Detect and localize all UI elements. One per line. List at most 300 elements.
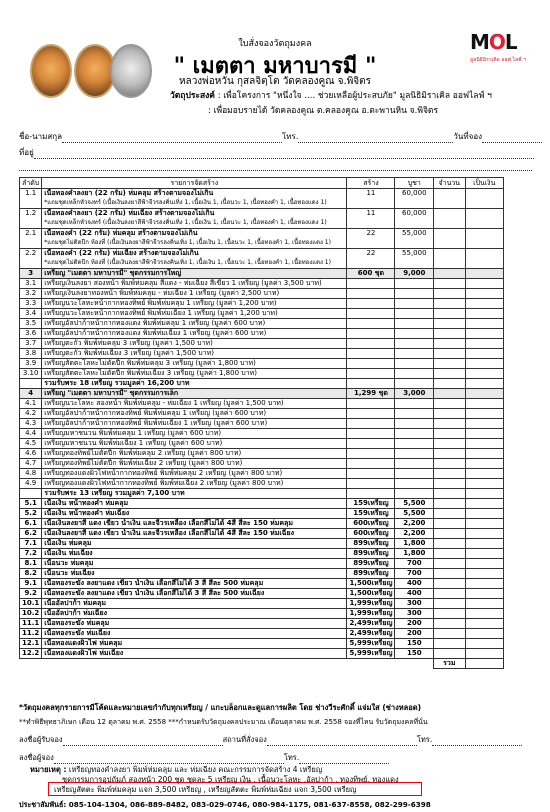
row-qty	[347, 439, 395, 449]
row-price: 150	[395, 649, 434, 659]
row-amount-input[interactable]	[434, 549, 465, 559]
main-title: " เมตตา มหาบารมี "	[173, 53, 377, 79]
row-qty	[347, 479, 395, 489]
row-no: 10.1	[20, 599, 42, 609]
row-total-input[interactable]	[465, 599, 504, 609]
row-total-input[interactable]	[465, 539, 504, 549]
row-item-title: เนื้อทองคำ (22 กรัม) ห่มเฉียง สร้างตามจองไม่เกิน	[44, 249, 199, 257]
table-row	[20, 469, 504, 479]
row-amount-input[interactable]	[434, 229, 465, 249]
receiver-field[interactable]	[19, 734, 522, 746]
table-row	[20, 519, 504, 529]
row-amount-input[interactable]	[434, 589, 465, 599]
row-total-input[interactable]	[465, 299, 504, 309]
table-row	[20, 509, 504, 519]
row-item-name: รวมรับพระ 13 เหรียญ รวมมูลค่า 7,100 บาท	[42, 489, 347, 499]
row-no: 4.8	[20, 469, 42, 479]
row-qty	[347, 419, 395, 429]
row-item-name: เนื้ออัลปาก้า ห่มเฉียง	[42, 609, 347, 619]
row-no: 10.2	[20, 609, 42, 619]
row-item-note: *แถมชุดไม่ติดปีก ห้องที่ (เนื้อเงินลงยาสีฟ้าจีวรลงคิ่นเทิ่ง 1, เนื้อเงิน 1, เนื้อนวะ 1, เนื้อทองคำ 1, เนื้อทองแดง 1)	[44, 239, 331, 246]
row-amount-input[interactable]	[434, 349, 465, 359]
row-price: 2,200	[395, 529, 434, 539]
row-total-input[interactable]	[465, 409, 504, 419]
row-total-input[interactable]	[465, 559, 504, 569]
table-row	[20, 279, 504, 289]
row-no: 8.1	[20, 559, 42, 569]
row-qty: 5,999เหรียญ	[347, 649, 395, 659]
address-field[interactable]	[19, 146, 534, 159]
row-qty: 11	[347, 209, 395, 229]
remark-3: เหรียญสัตตะ พิมพ์ห่มคลุม แจก 3,500 เหรียญ , เหรียญสัตตะ พิมพ์ห่มเฉียง แจก 3,500 เหรียญ	[54, 785, 357, 794]
row-price: 1,800	[395, 549, 434, 559]
order-table	[19, 177, 504, 669]
row-qty: 22	[347, 229, 395, 249]
col-header-qty: สร้าง	[347, 178, 395, 189]
row-amount-input[interactable]	[434, 189, 465, 209]
monk-name: หลวงพ่อหวั่น กุสลจิตฺโต วัดคลองคูณ จ.พิจิตร	[178, 76, 372, 87]
row-amount-input[interactable]	[434, 609, 465, 619]
row-price	[395, 459, 434, 469]
table-row	[20, 329, 504, 339]
row-price	[395, 349, 434, 359]
row-total-input[interactable]	[465, 189, 504, 209]
row-total-input[interactable]	[465, 319, 504, 329]
row-item-name: เหรียญอัลปาก้าหน้ากากทองแดง พิมพ์ห่มคลุม 1 เหรียญ (มูลค่า 600 บาท)	[42, 319, 347, 329]
row-no: 3.4	[20, 309, 42, 319]
table-row	[20, 249, 504, 269]
table-row	[20, 399, 504, 409]
row-no: 8.2	[20, 569, 42, 579]
row-price: 150	[395, 639, 434, 649]
table-body	[20, 189, 504, 659]
row-no: 4.2	[20, 409, 42, 419]
row-qty	[347, 469, 395, 479]
row-amount-input[interactable]	[434, 519, 465, 529]
row-no: 4.3	[20, 419, 42, 429]
table-row	[20, 599, 504, 609]
row-qty: 1,999เหรียญ	[347, 609, 395, 619]
row-no: 3.6	[20, 329, 42, 339]
address-label: ที่อยู่	[19, 148, 34, 157]
row-item-note: *แถมชุดเหล็กหัวจงทร์ (เนื้อเงินลงยาสีฟ้าจีวรลงคิ่นเทิ่ง 1, เนื้อเงิน 1, เนื้อนวะ 1, เนื้อทองคำ 1, เนื้อทองแดง 1)	[44, 219, 327, 226]
row-qty	[347, 429, 395, 439]
table-row	[20, 559, 504, 569]
table-row	[20, 579, 504, 589]
row-item-name: เนื้อเงิน หน้าทองคำ ห่มเฉียง	[42, 509, 347, 519]
row-item-name: รวมรับพระ 18 เหรียญ รวมมูลค่า 16,200 บาท	[42, 379, 347, 389]
objective-1: : เพื่อโครงการ "หนึ่งใจ .... ช่วยเหลือผู้ประสบภัย" มูลนิธิมิราเคิล ออฟไลฟ์ ฯ	[217, 91, 492, 101]
row-amount-input[interactable]	[434, 639, 465, 649]
row-amount-input[interactable]	[434, 469, 465, 479]
row-item-name: เหรียญทองทิพย์ไม่ตัดปีก พิมพ์ห่มคลุม 2 เหรียญ (มูลค่า 800 บาท)	[42, 449, 347, 459]
row-item-name: เหรียญทองแดงผิวไฟหน้ากากทองทิพย์ พิมพ์ห่มคลุม 2 เหรียญ (มูลค่า 800 บาท)	[42, 469, 347, 479]
row-qty: 600เหรียญ	[347, 529, 395, 539]
row-item-name: เหรียญอัลปาก้าหน้ากากทองทิพย์ พิมพ์ห่มเฉียง 1 เหรียญ (มูลค่า 600 บาท)	[42, 419, 347, 429]
row-item-name: เหรียญนวะโลหะหน้ากากทองทิพย์ พิมพ์ห่มเฉียง 1 เหรียญ (มูลค่า 1,200 บาท)	[42, 309, 347, 319]
receiver-tel-label: โทร.	[416, 735, 433, 744]
row-amount-input[interactable]	[434, 629, 465, 639]
row-amount-input[interactable]	[434, 599, 465, 609]
row-qty: 159เหรียญ	[347, 509, 395, 519]
row-total-input[interactable]	[465, 339, 504, 349]
row-total-input[interactable]	[465, 639, 504, 649]
row-price	[395, 439, 434, 449]
row-qty: 600เหรียญ	[347, 519, 395, 529]
row-no: 6.1	[20, 519, 42, 529]
row-item-note: *แถมชุดไม่ติดปีก ห้องที่ (เนื้อเงินลงยาสีฟ้าจีวรลงคิ่นเทิ่ง 1, เนื้อเงิน 1, เนื้อนวะ 1, เนื้อทองคำ 1, เนื้อทองแดง 1)	[44, 259, 331, 266]
row-no: 4.7	[20, 459, 42, 469]
row-item-title: เนื้อทองคำลงยา (22 กรัม) ห่มคลุม สร้างตามจองไม่เกิน	[44, 189, 214, 197]
booker-field[interactable]	[19, 752, 389, 764]
row-total-input[interactable]	[465, 229, 504, 249]
row-qty	[347, 289, 395, 299]
total-amount-cell[interactable]	[465, 659, 504, 669]
table-row	[20, 569, 504, 579]
row-amount-input[interactable]	[434, 529, 465, 539]
row-price: 300	[395, 599, 434, 609]
row-price	[395, 319, 434, 329]
row-total-input[interactable]	[465, 389, 504, 399]
row-amount-input[interactable]	[434, 569, 465, 579]
row-amount-input[interactable]	[434, 499, 465, 509]
table-row	[20, 609, 504, 619]
row-price	[395, 289, 434, 299]
row-total-input[interactable]	[465, 329, 504, 339]
row-no: 12.1	[20, 639, 42, 649]
receiver-label: ลงชื่อผู้รับจอง	[19, 735, 63, 744]
table-row	[20, 229, 504, 249]
row-item-name: เนื้อเงิน หน้าทองคำ ห่มคลุม	[42, 499, 347, 509]
table-header-row	[20, 178, 504, 189]
row-total-input[interactable]	[465, 419, 504, 429]
row-item-name: เนื้อทองระฆัง ห่มคลุม	[42, 619, 347, 629]
row-item-name: เหรียญนวะโลหะหน้ากากทองทิพย์ พิมพ์ห่มคลุม 1 เหรียญ (มูลค่า 1,200 บาท)	[42, 299, 347, 309]
row-amount-input[interactable]	[434, 339, 465, 349]
table-row	[20, 289, 504, 299]
row-item-name	[42, 229, 347, 249]
table-row	[20, 539, 504, 549]
row-item-name: เหรียญนวะโลหะ สองหน้า พิมพ์ห่มคลุม - ห่มเฉียง 1 เหรียญ (มูลค่า 1,500 บาท)	[42, 399, 347, 409]
table-row	[20, 629, 504, 639]
row-item-name: เนื้อทองแดงผิวไฟ ห่มเฉียง	[42, 649, 347, 659]
row-amount-input[interactable]	[434, 359, 465, 369]
row-no: 9.1	[20, 579, 42, 589]
row-amount-input[interactable]	[434, 429, 465, 439]
row-price	[395, 399, 434, 409]
booker-label: ลงชื่อผู้จอง	[19, 753, 54, 762]
row-total-input[interactable]	[465, 489, 504, 499]
row-price	[395, 419, 434, 429]
row-price: 55,000	[395, 249, 434, 269]
table-total-row	[20, 659, 504, 669]
form-title: ใบสั่งจองวัตถุมงคล	[238, 39, 312, 49]
row-amount-input[interactable]	[434, 209, 465, 229]
table-row	[20, 319, 504, 329]
row-price	[395, 299, 434, 309]
row-total-input[interactable]	[465, 449, 504, 459]
row-qty: 899เหรียญ	[347, 569, 395, 579]
row-item-name: เหรียญเงินลงยาทองหน้า พิมพ์ห่มคลุม - ห่มเฉียง 1 เหรียญ (มูลค่า 2,500 บาท)	[42, 289, 347, 299]
row-total-input[interactable]	[465, 399, 504, 409]
row-amount-input[interactable]	[434, 279, 465, 289]
row-qty	[347, 279, 395, 289]
row-qty: 1,500เหรียญ	[347, 579, 395, 589]
row-amount-input[interactable]	[434, 319, 465, 329]
row-price: 5,500	[395, 499, 434, 509]
row-total-input[interactable]	[465, 569, 504, 579]
row-amount-input[interactable]	[434, 449, 465, 459]
row-total-input[interactable]	[465, 549, 504, 559]
row-qty	[347, 339, 395, 349]
row-price: 60,000	[395, 189, 434, 209]
row-total-input[interactable]	[465, 649, 504, 659]
name-field[interactable]	[19, 130, 542, 143]
row-amount-input[interactable]	[434, 399, 465, 409]
row-qty	[347, 379, 395, 389]
row-item-title: เนื้อทองคำ (22 กรัม) ห่มคลุม สร้างตามจองไม่เกิน	[44, 229, 198, 237]
row-total-input[interactable]	[465, 209, 504, 229]
col-header-no: ลำดับ	[20, 178, 42, 189]
table-row	[20, 389, 504, 399]
table-row	[20, 449, 504, 459]
row-total-input[interactable]	[465, 629, 504, 639]
row-item-name: เนื้อเงินลงยาสี แดง เขียว น้ำเงิน และจีวรเหลือง เลือกสีไม่ได้ 4สี สีละ 150 ห่มเฉียง	[42, 529, 347, 539]
row-price: 700	[395, 569, 434, 579]
table-row	[20, 529, 504, 539]
row-item-name: เนื้อนวะ ห่มเฉียง	[42, 569, 347, 579]
table-row	[20, 459, 504, 469]
row-qty: 11	[347, 189, 395, 209]
row-price	[395, 469, 434, 479]
row-amount-input[interactable]	[434, 649, 465, 659]
row-qty: 1,500เหรียญ	[347, 589, 395, 599]
row-price: 9,000	[395, 269, 434, 279]
row-qty	[347, 309, 395, 319]
row-no: 5.1	[20, 499, 42, 509]
row-qty	[347, 359, 395, 369]
row-qty	[347, 399, 395, 409]
row-price	[395, 379, 434, 389]
row-total-input[interactable]	[465, 289, 504, 299]
table-row	[20, 379, 504, 389]
table-row	[20, 489, 504, 499]
row-amount-input[interactable]	[434, 269, 465, 279]
row-price: 300	[395, 609, 434, 619]
table-row	[20, 649, 504, 659]
row-total-input[interactable]	[465, 379, 504, 389]
date-label: วันที่จอง	[453, 132, 483, 141]
row-no: 3.8	[20, 349, 42, 359]
row-price: 700	[395, 559, 434, 569]
row-no: 2.1	[20, 229, 42, 249]
row-qty: 899เหรียญ	[347, 539, 395, 549]
row-amount-input[interactable]	[434, 579, 465, 589]
row-no: 4.9	[20, 479, 42, 489]
row-total-input[interactable]	[465, 459, 504, 469]
row-amount-input[interactable]	[434, 509, 465, 519]
row-item-name	[42, 189, 347, 209]
row-no: 3.9	[20, 359, 42, 369]
row-item-name: เหรียญมหาชนวน พิมพ์ห่มคลุม 1 เหรียญ (มูลค่า 600 บาท)	[42, 429, 347, 439]
row-total-input[interactable]	[465, 349, 504, 359]
row-total-input[interactable]	[465, 479, 504, 489]
row-total-input[interactable]	[465, 439, 504, 449]
row-total-input[interactable]	[465, 509, 504, 519]
row-qty: 600 ชุด	[347, 269, 395, 279]
row-item-name: เนื้ออัลปาก้า ห่มคลุม	[42, 599, 347, 609]
table-row	[20, 309, 504, 319]
row-price	[395, 479, 434, 489]
place-label: สถานที่สั่งจอง	[222, 735, 267, 744]
row-no	[20, 379, 42, 389]
objective-2: : เพื่อมอบรายได้ วัดคลองคูณ ต.คลองคูณ อ.ตะพานหิน จ.พิจิตร	[208, 106, 439, 116]
table-row	[20, 439, 504, 449]
row-price: 200	[395, 619, 434, 629]
row-total-input[interactable]	[465, 269, 504, 279]
row-item-name: เนื้อเงิน ห่มเฉียง	[42, 549, 347, 559]
row-amount-input[interactable]	[434, 369, 465, 379]
row-qty	[347, 459, 395, 469]
row-amount-input[interactable]	[434, 419, 465, 429]
row-price: 400	[395, 579, 434, 589]
row-amount-input[interactable]	[434, 409, 465, 419]
row-no: 1.2	[20, 209, 42, 229]
row-item-title: เนื้อทองคำลงยา (22 กรัม) ห่มเฉียง สร้างตามจองไม่เกิน	[44, 209, 215, 217]
table-row	[20, 299, 504, 309]
row-no: 3.5	[20, 319, 42, 329]
row-total-input[interactable]	[465, 609, 504, 619]
total-label: รวม	[434, 659, 465, 669]
row-total-input[interactable]	[465, 369, 504, 379]
table-row	[20, 549, 504, 559]
row-amount-input[interactable]	[434, 389, 465, 399]
row-amount-input[interactable]	[434, 309, 465, 319]
row-no: 6.2	[20, 529, 42, 539]
row-amount-input[interactable]	[434, 459, 465, 469]
row-item-name: เหรียญเงินลงยา สองหน้า พิมพ์ห่มคลุม สีแดง - ห่มเฉียง สีเขียว 1 เหรียญ (มูลค่า 3,500 บาท)	[42, 279, 347, 289]
row-no: 4	[20, 389, 42, 399]
row-amount-input[interactable]	[434, 439, 465, 449]
logo-subtitle: มูลนิธิมิราเคิล ออฟ ไลฟ์ ฯ	[470, 57, 526, 63]
row-price	[395, 309, 434, 319]
row-no: 9.2	[20, 589, 42, 599]
table-row	[20, 339, 504, 349]
row-amount-input[interactable]	[434, 379, 465, 389]
row-item-name: เหรียญตะกั่ว พิมพ์ห่มเฉียง 3 เหรียญ (มูลค่า 1,500 บาท)	[42, 349, 347, 359]
row-amount-input[interactable]	[434, 619, 465, 629]
row-qty: 1,999เหรียญ	[347, 599, 395, 609]
row-total-input[interactable]	[465, 529, 504, 539]
table-row	[20, 619, 504, 629]
row-price: 60,000	[395, 209, 434, 229]
row-qty: 2,499เหรียญ	[347, 629, 395, 639]
row-total-input[interactable]	[465, 309, 504, 319]
row-amount-input[interactable]	[434, 249, 465, 269]
row-total-input[interactable]	[465, 589, 504, 599]
table-row	[20, 209, 504, 229]
row-total-input[interactable]	[465, 519, 504, 529]
table-row	[20, 269, 504, 279]
row-qty	[347, 449, 395, 459]
row-item-note: *แถมชุดเหล็กหัวจงทร์ (เนื้อเงินลงยาสีฟ้าจีวรลงคิ่นเทิ่ง 1, เนื้อเงิน 1, เนื้อนวะ 1, เนื้อทองคำ 1, เนื้อทองแดง 1)	[44, 199, 327, 206]
address-field-line-2[interactable]	[19, 162, 532, 171]
row-price: 55,000	[395, 229, 434, 249]
row-no: 3	[20, 269, 42, 279]
col-header-amount: จำนวน	[434, 178, 465, 189]
booker-tel-label: โทร.	[283, 753, 300, 762]
row-price	[395, 279, 434, 289]
row-total-input[interactable]	[465, 579, 504, 589]
row-item-name: เนื้อทองแดงผิวไฟ ห่มคลุม	[42, 639, 347, 649]
row-total-input[interactable]	[465, 499, 504, 509]
row-price: 2,200	[395, 519, 434, 529]
row-item-name: เนื้อทองระฆัง ลงยาแดง เขียว น้ำเงิน เลือกสีไม่ได้ 3 สี สีละ 500 ห่มคลุม	[42, 579, 347, 589]
row-item-name	[42, 209, 347, 229]
foundation-logo	[470, 30, 540, 80]
row-item-name	[42, 249, 347, 269]
row-item-name: เหรียญอัลปาก้าหน้ากากทองทิพย์ พิมพ์ห่มคลุม 1 เหรียญ (มูลค่า 600 บาท)	[42, 409, 347, 419]
row-amount-input[interactable]	[434, 299, 465, 309]
row-price	[395, 369, 434, 379]
row-qty: 2,499เหรียญ	[347, 619, 395, 629]
row-no: 11.2	[20, 629, 42, 639]
row-no: 2.2	[20, 249, 42, 269]
objective-label: วัตถุประสงค์	[170, 91, 215, 101]
row-qty: 22	[347, 249, 395, 269]
row-qty	[347, 369, 395, 379]
row-total-input[interactable]	[465, 429, 504, 439]
table-row	[20, 499, 504, 509]
row-qty	[347, 329, 395, 339]
row-price	[395, 409, 434, 419]
row-amount-input[interactable]	[434, 329, 465, 339]
row-amount-input[interactable]	[434, 489, 465, 499]
row-qty: 5,999เหรียญ	[347, 639, 395, 649]
row-item-name: เนื้อทองระฆัง ลงยาแดง เขียว น้ำเงิน เลือกสีไม่ได้ 3 สี สีละ 500 ห่มเฉียง	[42, 589, 347, 599]
row-item-name: เหรียญตะกั่ว พิมพ์ห่มคลุม 3 เหรียญ (มูลค่า 1,500 บาท)	[42, 339, 347, 349]
row-qty	[347, 299, 395, 309]
footnote-1: *วัตถุมงคลทุกรายการมีโค้ดและหมายเลขกำกับทุกเหรียญ / แกะบล็อกและดูแลการผลิต โดย ช่างวีระศักดิ์ แจ่มใส (ช่างหลอด)	[19, 703, 422, 712]
remark-2: ชุดกรรมการอุปถัมภ์ สองหน้า 200 ชุด ชุดละ 5 เหรียญ เงิน , เนื้อนวะโลหะ ,อัลปาก้า , ทองทิพย์, ทองแดง	[62, 775, 399, 784]
row-price: 3,000	[395, 389, 434, 399]
row-total-input[interactable]	[465, 619, 504, 629]
row-qty	[347, 319, 395, 329]
row-item-name: เหรียญทองทิพย์ไม่ตัดปีก พิมพ์ห่มเฉียง 2 เหรียญ (มูลค่า 800 บาท)	[42, 459, 347, 469]
row-amount-input[interactable]	[434, 479, 465, 489]
row-qty	[347, 489, 395, 499]
row-amount-input[interactable]	[434, 539, 465, 549]
logo-mark: MOL	[470, 30, 517, 54]
row-total-input[interactable]	[465, 469, 504, 479]
row-total-input[interactable]	[465, 279, 504, 289]
row-no: 1.1	[20, 189, 42, 209]
objective-line-1	[170, 88, 492, 102]
col-header-item: รายการจัดสร้าง	[42, 178, 347, 189]
row-amount-input[interactable]	[434, 559, 465, 569]
row-total-input[interactable]	[465, 359, 504, 369]
row-total-input[interactable]	[465, 249, 504, 269]
row-item-name: เหรียญอัลปาก้าหน้ากากทองแดง พิมพ์ห่มเฉียง 1 เหรียญ (มูลค่า 600 บาท)	[42, 329, 347, 339]
row-no: 3.10	[20, 369, 42, 379]
row-item-name: เนื้อเงินลงยาสี แดง เขียว น้ำเงิน และจีวรเหลือง เลือกสีไม่ได้ 4สี สีละ 150 ห่มคลุม	[42, 519, 347, 529]
row-no	[20, 489, 42, 499]
row-no: 4.6	[20, 449, 42, 459]
document-header	[0, 0, 550, 120]
table-row	[20, 349, 504, 359]
row-item-name: เหรียญสัตตะโลหะไม่ตัดปีก พิมพ์ห่มคลุม 3 เหรียญ (มูลค่า 1,800 บาท)	[42, 359, 347, 369]
row-amount-input[interactable]	[434, 289, 465, 299]
